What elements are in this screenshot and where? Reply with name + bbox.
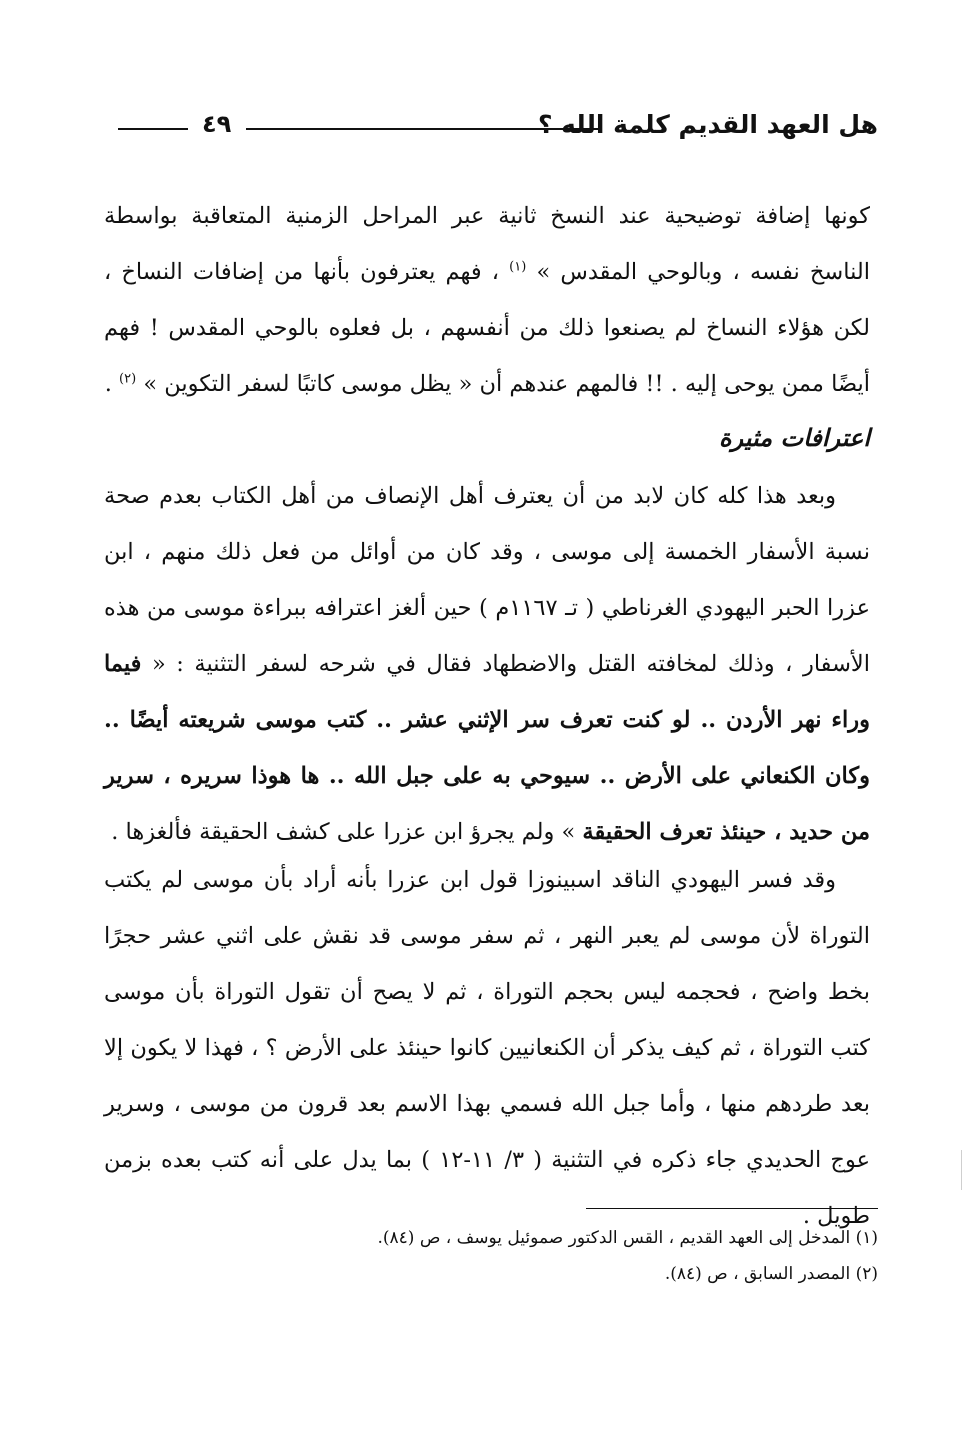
- footnote-ref-1: (١): [509, 259, 527, 275]
- paragraph-3: [104, 852, 870, 1244]
- footnote-separator: [586, 1208, 878, 1209]
- footnote-2: (٢) المصدر السابق ، ص (٨٤).: [664, 1264, 878, 1284]
- paragraph-1: [104, 188, 870, 412]
- paragraph-2-text-a: وبعد هذا كله كان لابد من أن يعترف أهل الإنصاف من أهل الكتاب بعدم صحة نسبة الأسفار الخمسة إلى موسى ، وقد كان من أوائل من فعل ذلك منهم ، ابن عزرا الحبر اليهودي الغرناطي ( تـ ١١٦٧م ) حين ألغز اعترافه ببراءة موسى من هذه الأسفار ، وذلك لمخافته القتل والاضطهاد فقال في شرحه لسفر التثنية : «: [104, 483, 870, 677]
- page-number: ٤٩: [202, 110, 232, 138]
- paragraph-2: [104, 468, 870, 860]
- paragraph-3-text: وقد فسر اليهودي الناقد اسبينوزا قول ابن عزرا بأنه أراد بأن موسى لم يكتب التوراة لأن موسى لم يعبر النهر ، ثم سفر موسى قد نقش على اثني عشر حجرًا بخط واضح ، فحجمه ليس بحجم التوراة ، ثم لا يصح أن تقول التوراة بأن موسى كتب التوراة ، ثم كيف يذكر أن الكنعانيين كانوا حينئذ على الأرض ؟ ، فهذا لا يكون إلا بعد طردهم منها ، وأما جبل الله فسمي بهذا الاسم بعد قرون من موسى ، وسرير عوج الحديدي جاء ذكره في التثنية ( ٣/ ١١-١٢ ) بما يدل على أنه كتب بعده بزمن طويل .: [104, 867, 870, 1229]
- header-rule-short: [118, 128, 188, 130]
- header-title: هل العهد القديم كلمة الله ؟: [537, 110, 878, 139]
- header-rule: [246, 128, 598, 130]
- running-header: [118, 106, 878, 150]
- paragraph-1-text-b: ، فهم يعترفون بأنها من إضافات النساخ ، لكن هؤلاء النساخ لم يصنعوا ذلك من أنفسهم ، بل فعلوه بالوحي المقدس ! فهم أيضًا ممن يوحى إليه . !! فالمهم عندهم أن « يظل موسى كاتبًا لسفر التكوين »: [104, 259, 870, 397]
- footnote-ref-2: (٢): [119, 371, 137, 387]
- paragraph-1-text-c: .: [104, 371, 112, 397]
- section-heading: اعترافات مثيرة: [718, 424, 870, 452]
- scan-edge-mark: [961, 1150, 962, 1190]
- footnotes: [300, 1220, 878, 1292]
- footnote-1: (١) المدخل إلى العهد القديم ، القس الدكتور صموئيل يوسف ، ص (٨٤).: [377, 1228, 878, 1248]
- paragraph-2-text-b: » ولم يجرؤ ابن عزرا على كشف الحقيقة فألغزها .: [111, 819, 576, 845]
- paragraph-1-text-a: كونها إضافة توضيحية عند النسخ ثانية عبر المراحل الزمنية المتعاقبة بواسطة الناسخ نفسه ، وبالوحي المقدس »: [104, 203, 871, 285]
- paragraph-2-quote: فيما وراء نهر الأردن .. لو كنت تعرف سر الإثني عشر .. كتب موسى شريعته أيضًا .. وكان الكنعاني على الأرض .. سيوحي به على جبل الله .. ها هوذا سريره ، سرير من حديد ، حينئذ تعرف الحقيقة: [104, 651, 870, 845]
